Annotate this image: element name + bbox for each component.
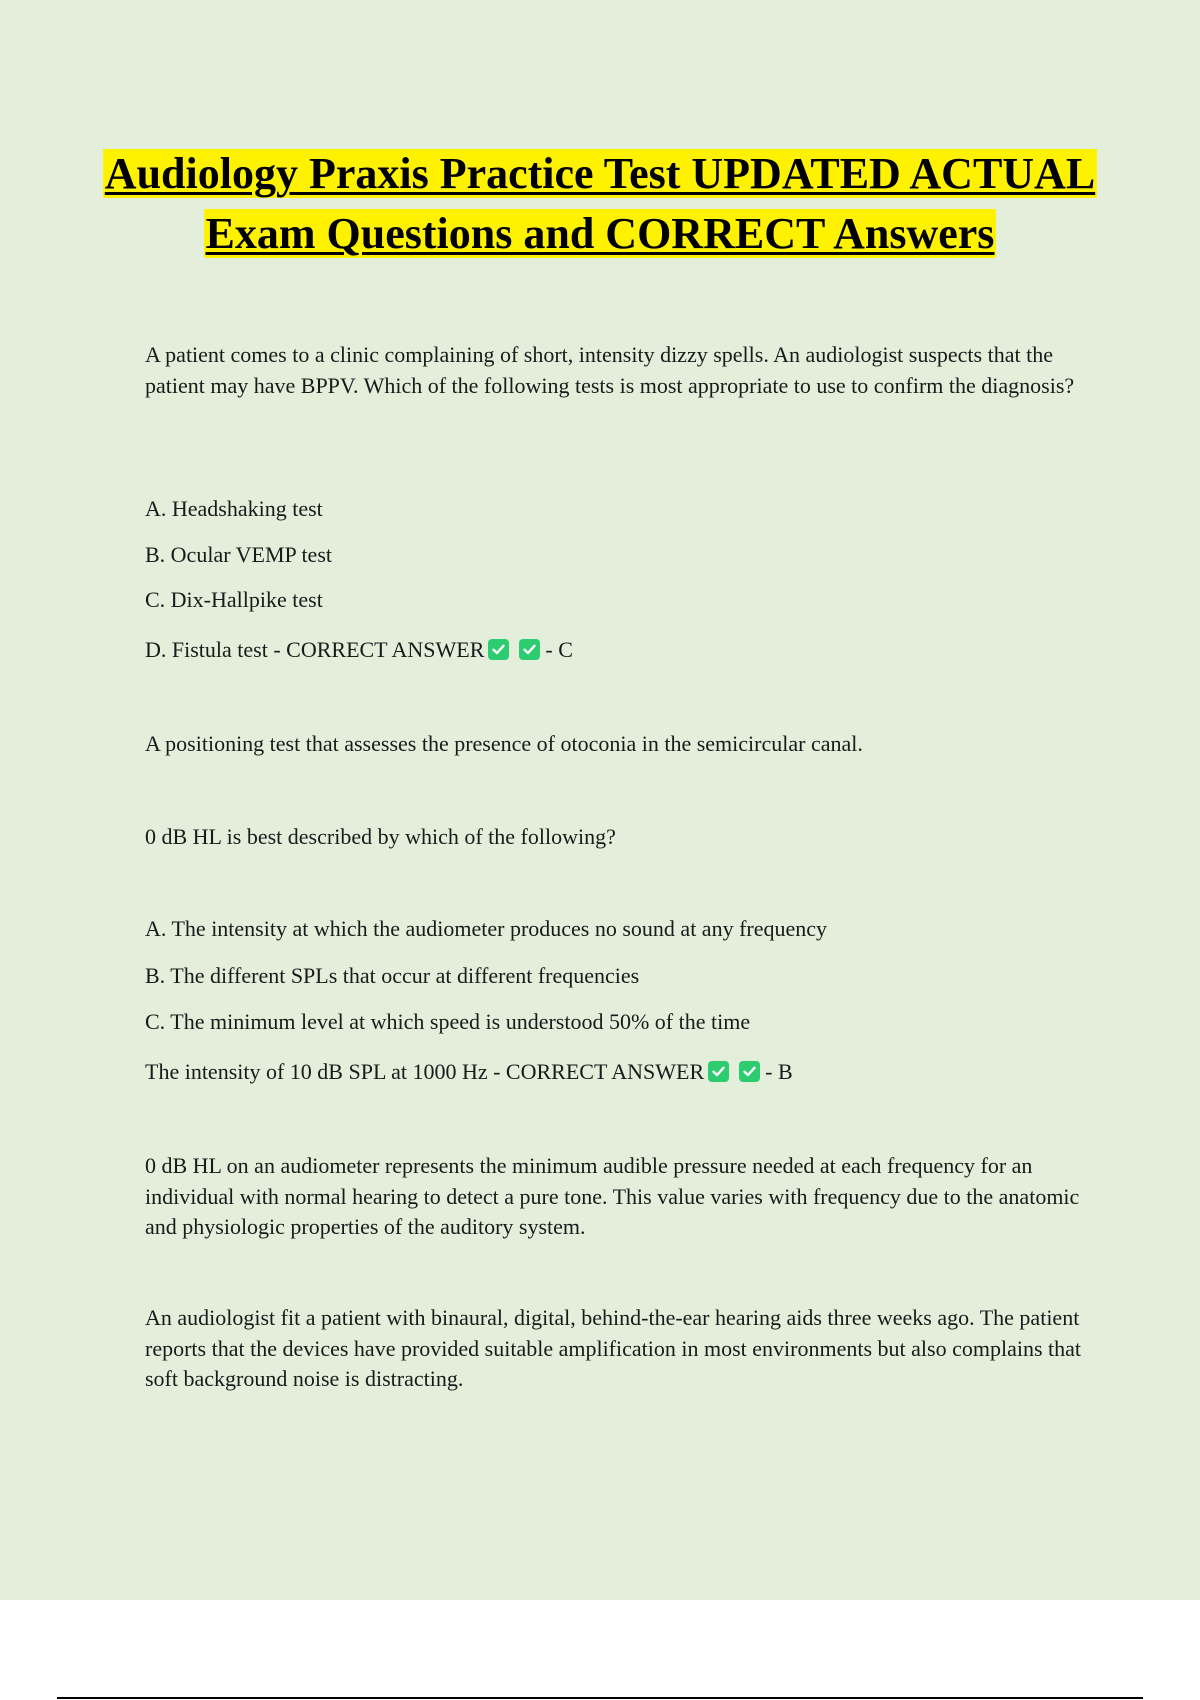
- q1-option-b: B. Ocular VEMP test: [145, 542, 332, 567]
- q2-question: 0 dB HL is best described by which of the following?: [145, 824, 616, 849]
- q2-option-d-text: The intensity of 10 dB SPL at 1000 Hz - CORRECT ANSWER: [145, 1059, 705, 1084]
- q2-explanation: 0 dB HL on an audiometer represents the minimum audible pressure needed at each frequency for an individual with normal hearing to detect a pure tone. This value varies with frequency due to the anatomic and physiologic properties of the auditory system.: [145, 1153, 1080, 1239]
- q2-answer-letter: - B: [765, 1059, 793, 1084]
- check-box-icon: [488, 639, 509, 660]
- footer-divider: [57, 1697, 1143, 1699]
- q1-answer-letter: - C: [545, 637, 573, 662]
- q2-option-a: A. The intensity at which the audiometer produces no sound at any frequency: [145, 916, 828, 941]
- q1-question: A patient comes to a clinic complaining of short, intensity dizzy spells. An audiologist suspects that the patient may have BPPV. Which of the following tests is most appropriate to use to confirm the diagnosis?: [145, 342, 1075, 398]
- q3-question: An audiologist fit a patient with binaural, digital, behind-the-ear hearing aids three weeks ago. The patient reports that the devices have provided suitable amplification in most environments but also complains that soft background noise is distracting.: [145, 1305, 1081, 1391]
- q1-option-d-answer: [145, 635, 1090, 665]
- q2-option-c: C. The minimum level at which speed is understood 50% of the time: [145, 1009, 751, 1034]
- check-box-icon: [519, 639, 540, 660]
- q1-explanation: A positioning test that assesses the presence of otoconia in the semicircular canal.: [145, 731, 863, 756]
- q1-option-d-text: D. Fistula test - CORRECT ANSWER: [145, 637, 485, 662]
- title-text: Audiology Praxis Practice Test UPDATED ACTUAL Exam Questions and CORRECT Answers: [104, 149, 1096, 258]
- q2-option-d-answer: [145, 1057, 1090, 1087]
- check-box-icon: [739, 1061, 760, 1082]
- check-box-icon: [708, 1061, 729, 1082]
- q1-option-c: C. Dix-Hallpike test: [145, 587, 323, 612]
- document-title: [100, 144, 1100, 264]
- q2-option-b: B. The different SPLs that occur at different frequencies: [145, 963, 640, 988]
- q1-option-a: A. Headshaking test: [145, 496, 323, 521]
